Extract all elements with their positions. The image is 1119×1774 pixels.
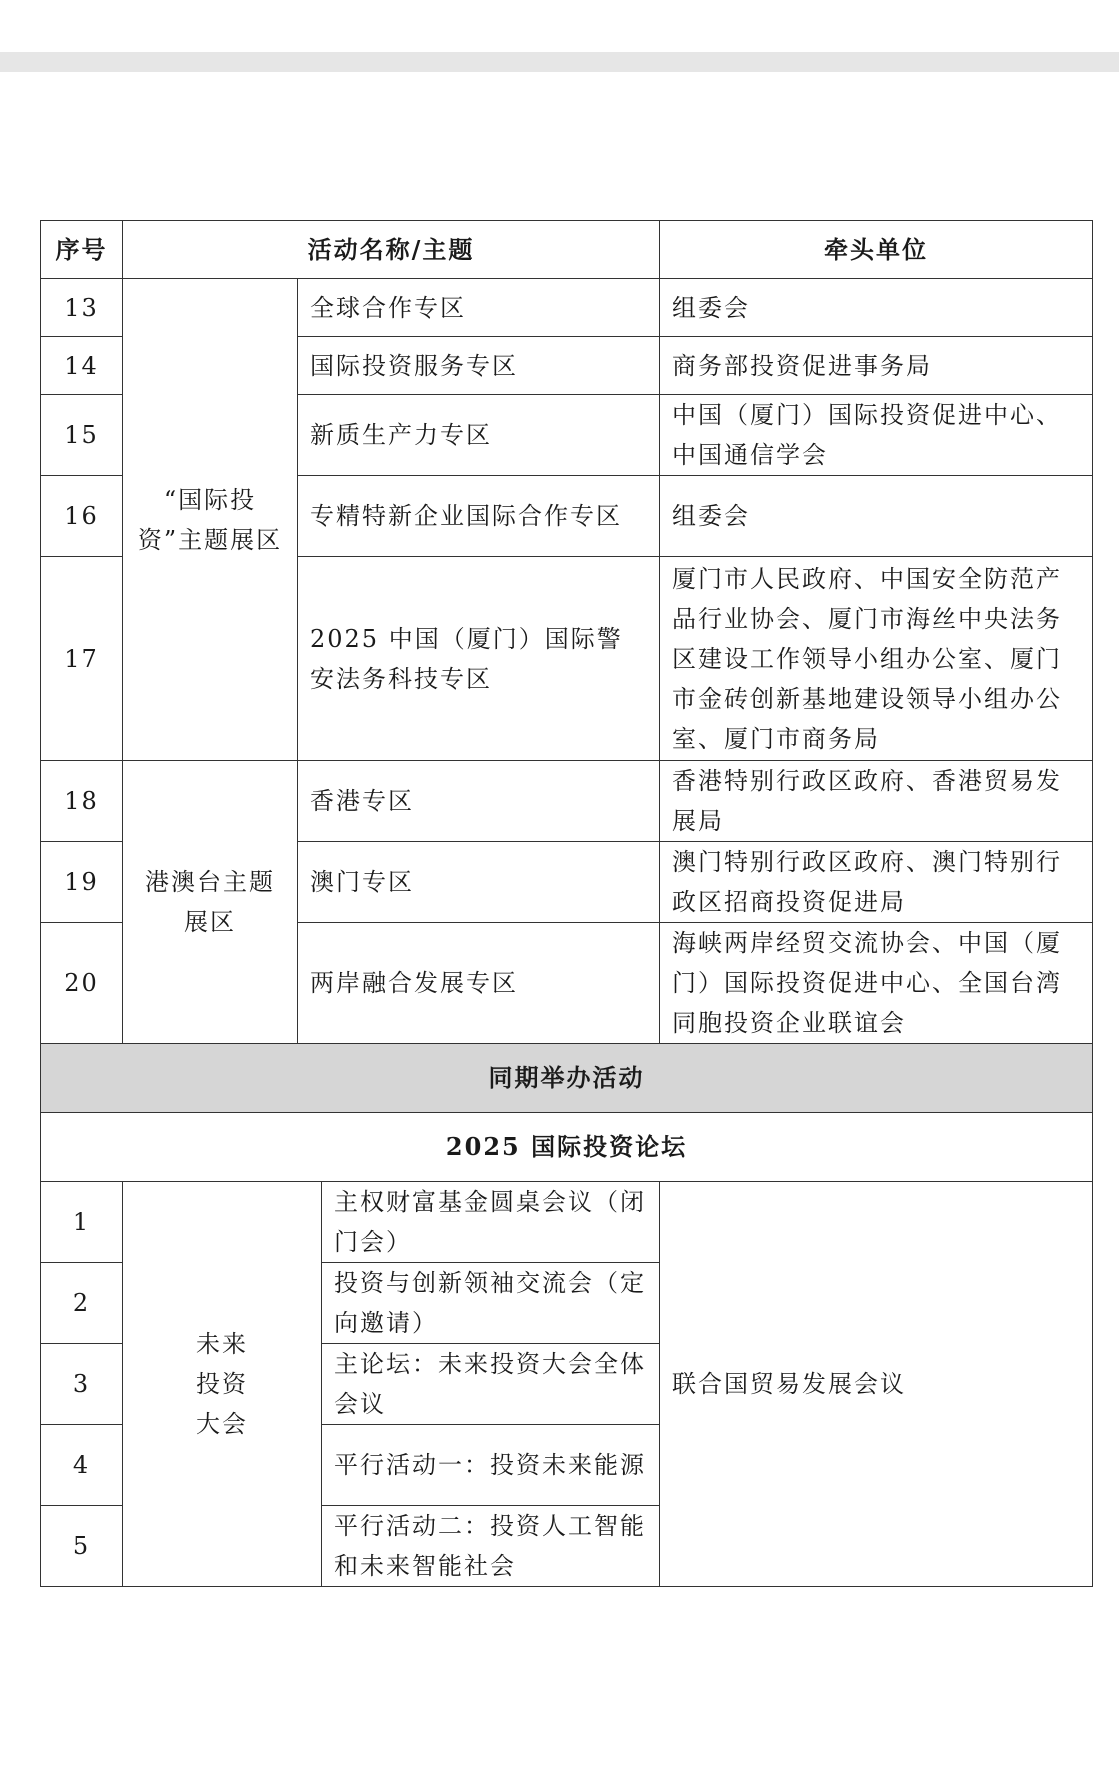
row-lead: 香港特别行政区政府、香港贸易发展局	[660, 761, 1093, 842]
group-hk-macao-taiwan: 港澳台主题展区	[123, 761, 298, 1044]
row-activity: 全球合作专区	[298, 279, 660, 337]
header-lead: 牵头单位	[660, 221, 1093, 279]
row-number: 16	[41, 476, 123, 557]
table-row	[41, 1182, 1093, 1263]
row-activity: 香港专区	[298, 761, 660, 842]
row-activity: 主论坛：未来投资大会全体会议	[322, 1344, 660, 1425]
row-lead: 厦门市人民政府、中国安全防范产品行业协会、厦门市海丝中央法务区建设工作领导小组办公室、厦门市金砖创新基地建设领导小组办公室、厦门市商务局	[660, 557, 1093, 761]
row-number: 18	[41, 761, 123, 842]
row-lead: 组委会	[660, 279, 1093, 337]
row-activity: 主权财富基金圆桌会议（闭门会）	[322, 1182, 660, 1263]
table-row	[41, 761, 1093, 842]
row-lead: 澳门特别行政区政府、澳门特别行政区招商投资促进局	[660, 842, 1093, 923]
row-activity: 澳门专区	[298, 842, 660, 923]
row-lead: 商务部投资促进事务局	[660, 337, 1093, 395]
row-number: 5	[41, 1506, 123, 1587]
row-activity: 两岸融合发展专区	[298, 923, 660, 1044]
row-lead: 组委会	[660, 476, 1093, 557]
forum-title-row	[41, 1113, 1093, 1182]
row-activity: 平行活动二：投资人工智能和未来智能社会	[322, 1506, 660, 1587]
activity-table	[40, 220, 1093, 1587]
forum-lead: 联合国贸易发展会议	[660, 1182, 1093, 1587]
row-number: 20	[41, 923, 123, 1044]
table-header-row	[41, 221, 1093, 279]
row-activity: 新质生产力专区	[298, 395, 660, 476]
forum-group-label: 未来投资大会	[196, 1330, 248, 1438]
group-future-investment	[123, 1182, 322, 1587]
top-scroll-bar	[0, 52, 1119, 72]
row-number: 4	[41, 1425, 123, 1506]
row-number: 19	[41, 842, 123, 923]
row-activity: 投资与创新领袖交流会（定向邀请）	[322, 1263, 660, 1344]
forum-title: 2025 国际投资论坛	[41, 1113, 1093, 1182]
row-number: 14	[41, 337, 123, 395]
header-number: 序号	[41, 221, 123, 279]
row-number: 2	[41, 1263, 123, 1344]
row-number: 1	[41, 1182, 123, 1263]
group-intl-investment: “国际投资”主题展区	[123, 279, 298, 761]
row-number: 15	[41, 395, 123, 476]
row-lead: 海峡两岸经贸交流协会、中国（厦门）国际投资促进中心、全国台湾同胞投资企业联谊会	[660, 923, 1093, 1044]
row-activity: 平行活动一：投资未来能源	[322, 1425, 660, 1506]
row-lead: 中国（厦门）国际投资促进中心、中国通信学会	[660, 395, 1093, 476]
row-number: 13	[41, 279, 123, 337]
table-row	[41, 279, 1093, 337]
section-row	[41, 1044, 1093, 1113]
row-activity: 专精特新企业国际合作专区	[298, 476, 660, 557]
section-title: 同期举办活动	[41, 1044, 1093, 1113]
header-activity: 活动名称/主题	[123, 221, 660, 279]
row-number: 17	[41, 557, 123, 761]
row-number: 3	[41, 1344, 123, 1425]
row-activity: 2025 中国（厦门）国际警安法务科技专区	[298, 557, 660, 761]
row-activity: 国际投资服务专区	[298, 337, 660, 395]
